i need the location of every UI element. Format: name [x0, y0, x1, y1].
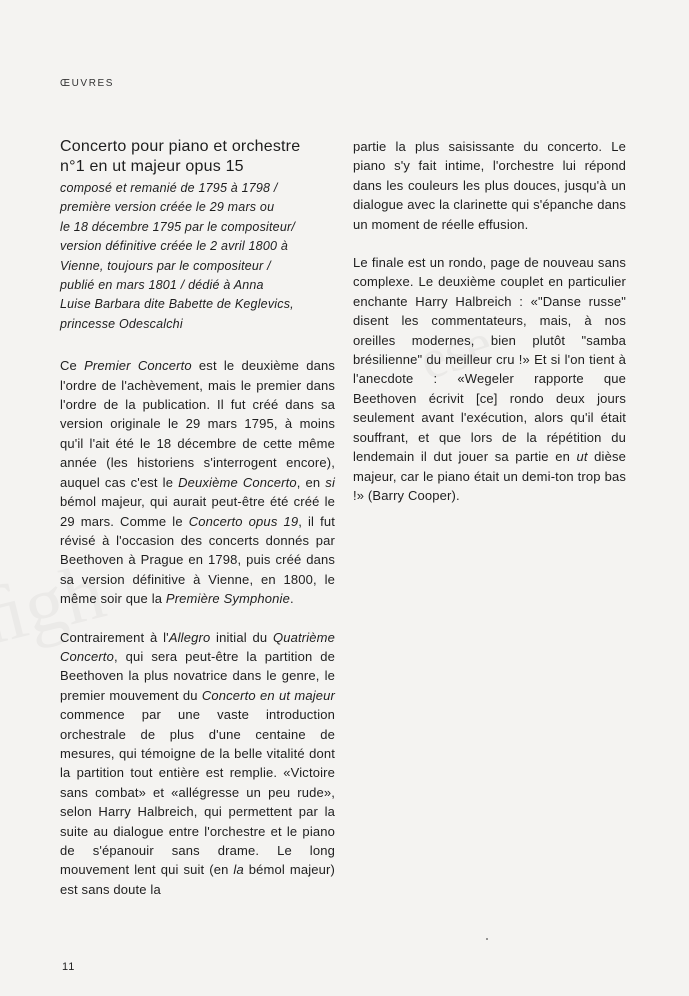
work-details-line: publié en mars 1801 / dédié à Anna [60, 278, 264, 293]
body-paragraph-1: Ce Premier Concerto est le deuxième dans l'ordre de l'achèvement, mais le premier dans l'ordre de la publication. Il fut créé dans sa version originale le 29 mars 1795, à moins qu'il l'ait été le 18 décembre de cette même année (les historiens s'interrogent encore), auquel cas c'est le Deuxième Concerto, en si bémol majeur, qui aurait peut-être été créé le 29 mars. Comme le Concerto opus 19, il fut révisé à l'occasion des concerts donnés par Beethoven à Prague en 1798, puis créé dans sa version définitive à Vienne, en 1800, le même soir que la Première Symphonie. [60, 358, 335, 607]
body-paragraph-2: Contrairement à l'Allegro initial du Quatrième Concerto, qui sera peut-être la partition de Beethoven la plus novatrice dans le genre, le premier mouvement du Concerto en ut majeur commence par une vaste introduction orchestrale de plus d'une centaine de mesures, qui témoigne de la belle vitalité dont la partition tout entière est remplie. «Victoire sans combat» et «allégresse un peu rude», selon Harry Halbreich, qui permettent par la suite au dialogue entre l'orchestre et le piano de s'épanouir sans drame. Le long mouvement lent qui suit (en la bémol majeur) est sans doute la [60, 629, 336, 897]
work-details-line: Luise Barbara dite Babette de Keglevics, [60, 297, 294, 312]
body-paragraph-4: Le finale est un rondo, page de nouveau sans complexe. Le deuxième couplet en particulier enchante Harry Halbreich : «"Danse russe" disent les commentateurs, mais, à nos oreilles modernes, bien plutôt "samba brésilienne" du meilleur cru !» Et si l'on tient à l'anecdote : «Wegeler rapporte que Beethoven écrivit [ce] rondo deux jours seulement avant l'exécution, alors qu'il était souffrant, et que lors de la répétition du lendemain il dut jouer sa partie en ut dièse majeur, car le piano était un demi-ton trop bas !» (Barry Cooper). [353, 255, 626, 503]
speck [486, 938, 488, 940]
work-details-line: composé et remanié de 1795 à 1798 / [60, 181, 278, 195]
section-header: ŒUVRES [60, 78, 115, 89]
work-details-line: première version créée le 29 mars ou [60, 200, 275, 215]
work-title-line-1: Concerto pour piano et orchestre [60, 138, 301, 155]
body-paragraph-3: partie la plus saisissante du concerto. Le piano s'y fait intime, l'orchestre lui répond dans les couleurs les plus douces, jusqu'à un dialogue avec la clarinette qui s'épanche dans un moment de réelle effusion. [353, 139, 626, 232]
left-column [60, 137, 335, 899]
work-details [60, 179, 335, 334]
work-title-line-2: n°1 en ut majeur opus 15 [60, 158, 244, 175]
work-details-line: Vienne, toujours par le compositeur / [60, 258, 271, 273]
right-column [353, 137, 626, 505]
work-details-line: princesse Odescalchi [60, 316, 183, 331]
work-details-line: version définitive créée le 2 avril 1800 à [60, 239, 288, 254]
work-details-line: le 18 décembre 1795 par le compositeur/ [60, 219, 296, 234]
work-title [60, 137, 335, 177]
page-number: 11 [62, 961, 76, 973]
